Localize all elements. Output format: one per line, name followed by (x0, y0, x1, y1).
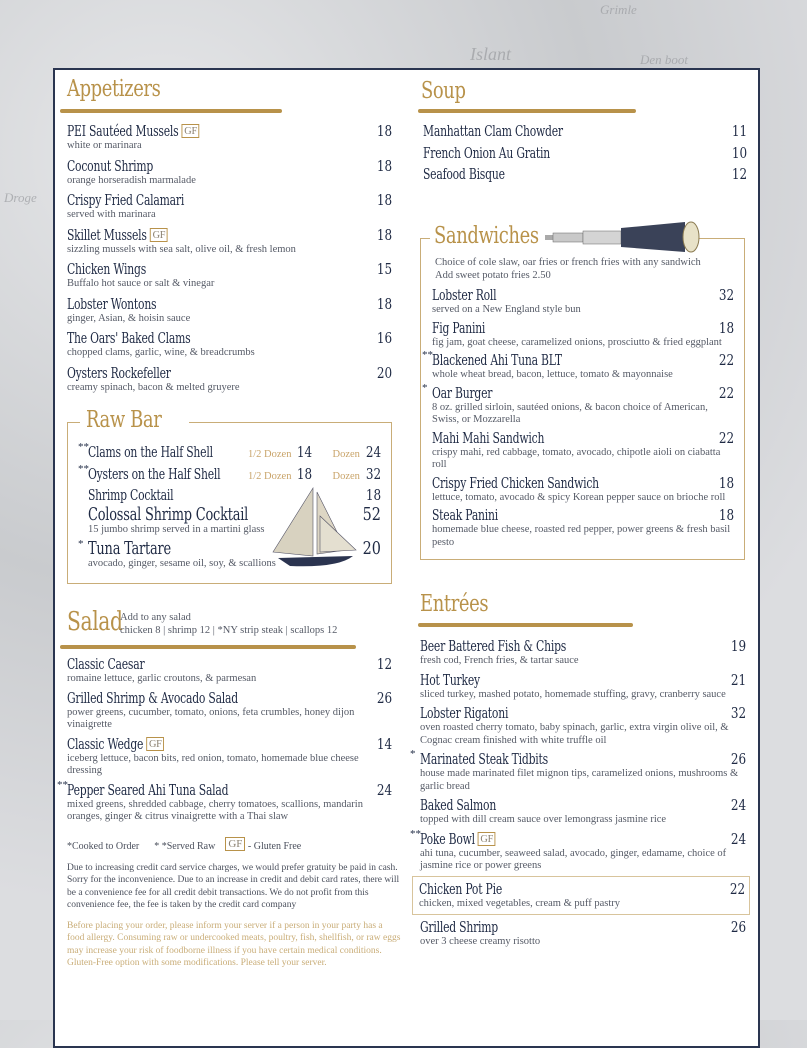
menu-item (432, 286, 734, 317)
gf-badge: GF (146, 737, 164, 751)
menu-item-name (67, 260, 146, 278)
menu-item-price: 14 (376, 734, 392, 753)
menu-item-name (432, 429, 544, 447)
gf-badge: GF (150, 228, 168, 242)
menu-item-header (67, 157, 392, 175)
appetizers-section (67, 76, 392, 102)
menu-item-name (67, 689, 238, 707)
menu-item (432, 319, 734, 350)
marker: ** (410, 827, 421, 840)
legend (67, 837, 402, 854)
menu-item-info (88, 506, 310, 537)
menu-item-name-wrap (423, 165, 537, 183)
menu-item-name-text: Chicken Wings (67, 260, 147, 278)
menu-item-description: Buffalo hot sauce or salt & vinegar (67, 278, 215, 289)
menu-item-name (420, 671, 480, 689)
menu-item-name-wrap (67, 122, 245, 140)
marker: ** (57, 778, 68, 791)
menu-item-header (67, 226, 392, 244)
salad-addon-text: chicken 8 | shrimp 12 | *NY strip steak | scallops 12 (120, 625, 338, 636)
divider (418, 623, 633, 627)
menu-item-name-text: Crispy Fried Calamari (67, 191, 185, 209)
salad-title: Salad (67, 607, 123, 637)
map-label: Den boot (640, 52, 689, 67)
menu-item-header (67, 364, 392, 382)
menu-item-header (423, 144, 747, 162)
entrees-title: Entrées (420, 591, 489, 617)
menu-item-price: 52 (362, 504, 381, 525)
menu-item-description: romaine lettuce, garlic croutons, & parmesan (67, 673, 257, 684)
menu-item-description: white or marinara (67, 140, 142, 151)
map-label: Droge (4, 190, 37, 205)
menu-item-price: 18 (376, 191, 392, 209)
dozen-value: 24 (365, 443, 381, 461)
menu-item-name-wrap (410, 748, 598, 768)
menu-item (67, 226, 392, 257)
menu-item-header (67, 122, 392, 140)
menu-item-name: Colossal Shrimp Cocktail (88, 504, 249, 525)
menu-item-description: mixed greens, shredded cabbage, cherry tomatoes, scallions, mandarin oranges, ginger & citrus vinaigrette with a Thai slaw (67, 798, 363, 822)
footer-notes (67, 837, 402, 970)
menu-item-header (423, 122, 747, 140)
menu-item (420, 796, 746, 827)
menu-item (67, 689, 392, 732)
menu-item (422, 381, 734, 427)
menu-item-price: 18 (365, 486, 381, 504)
half-dozen-value: 14 (297, 443, 313, 461)
dozen-label: Dozen (332, 471, 360, 482)
menu-item-header (67, 655, 392, 673)
menu-item-name-wrap (432, 506, 524, 524)
menu-item-price: 26 (730, 918, 746, 936)
menu-item-price: 18 (718, 506, 734, 524)
menu-item-header (67, 260, 392, 278)
salad-addon-title: Add to any salad (120, 612, 191, 623)
menu-item-name-wrap (420, 918, 528, 936)
menu-item-price: 18 (718, 318, 734, 337)
appetizers-list (67, 122, 392, 398)
menu-item (67, 329, 392, 360)
marker: * (422, 381, 428, 394)
dozen-price (333, 443, 382, 462)
menu-item-price: 19 (730, 637, 746, 655)
menu-item-name-wrap (67, 689, 304, 707)
menu-item-header (432, 286, 734, 304)
menu-item-name-text: The Oars' Baked Clams (67, 329, 191, 347)
menu-item-price: 24 (376, 780, 392, 799)
raw-bar-item (78, 538, 381, 571)
menu-item (67, 191, 392, 222)
menu-item-description: topped with dill cream sauce over lemongrass jasmine rice (420, 814, 667, 825)
menu-item-info (78, 538, 276, 571)
menu-item-price: 18 (376, 225, 392, 244)
menu-item (410, 827, 746, 873)
menu-item-description: fresh cod, French fries, & tartar sauce (420, 655, 579, 666)
menu-item-name-wrap (67, 655, 175, 673)
menu-item-name-text: Lobster Rigatoni (420, 704, 509, 722)
menu-item-description: oven roasted cherry tomato, baby spinach, garlic, extra virgin olive oil, & Cognac cream finished with white truffle oil (420, 722, 729, 746)
menu-item-name (67, 364, 171, 382)
menu-item-name-text: Beer Battered Fish & Chips (420, 637, 567, 655)
menu-item-price: 24 (730, 796, 746, 814)
menu-item-name (432, 474, 599, 492)
menu-item-price: 20 (376, 363, 392, 382)
menu-item-name-wrap (67, 260, 177, 278)
dozen-price (333, 465, 382, 484)
menu-item-description: served with marinara (67, 209, 156, 220)
menu-item-name (423, 122, 563, 140)
menu-item-name (420, 796, 496, 814)
menu-item-price: 22 (718, 383, 734, 402)
menu-item-name-text: Blackened Ahi Tuna BLT (432, 351, 562, 369)
menu-item-header (432, 474, 734, 492)
menu-item-price: 26 (376, 688, 392, 707)
menu-item-name-wrap (420, 671, 503, 689)
soup-title: Soup (421, 78, 466, 104)
entrees-list (410, 637, 746, 952)
menu-item-name-wrap (410, 827, 520, 848)
menu-item-name (67, 122, 195, 140)
menu-item-name (67, 735, 160, 753)
map-label: Grimle (600, 2, 637, 17)
menu-item-header (67, 191, 392, 209)
menu-item-name-text: Hot Turkey (420, 670, 480, 689)
menu-item-price: 32 (730, 704, 746, 722)
menu-item-name-wrap (67, 295, 191, 313)
sandwiches-note: Choice of cole slaw, oar fries or french fries with any sandwich (435, 257, 701, 268)
menu-item (420, 704, 746, 747)
menu-item-info (88, 486, 207, 504)
menu-item (67, 735, 392, 778)
menu-item-description: creamy spinach, bacon & melted gruyere (67, 381, 240, 393)
divider (60, 109, 282, 113)
menu-item-header (419, 880, 745, 898)
menu-item-name-wrap (432, 429, 588, 447)
menu-item-description: 15 jumbo shrimp served in a martini glass (88, 524, 265, 535)
divider (418, 109, 636, 113)
menu-item-description: fig jam, goat cheese, caramelized onions, prosciutto & fried eggplant (432, 336, 722, 348)
menu-item-description: iceberg lettuce, bacon bits, red onion, tomato, homemade blue cheese dressing (67, 752, 359, 776)
menu-item-name-wrap (67, 735, 196, 753)
menu-item-price: 21 (730, 670, 746, 689)
menu-item-name-wrap (419, 880, 534, 898)
menu-item-header (67, 295, 392, 313)
menu-item-name-wrap (422, 349, 612, 369)
menu-item-name-text: Chicken Pot Pie (419, 879, 503, 898)
menu-item-header (410, 748, 746, 768)
menu-item-name (432, 319, 485, 337)
menu-item-name-text: Classic Wedge (67, 734, 144, 753)
menu-item-price: 10 (731, 143, 747, 162)
menu-item (432, 506, 734, 549)
raw-bar-item (78, 441, 381, 462)
menu-item-name-wrap (67, 329, 238, 347)
menu-item (67, 364, 392, 395)
menu-item-description: whole wheat bread, bacon, lettuce, tomato & mayonnaise (432, 369, 673, 380)
menu-item-name-wrap (423, 144, 599, 162)
menu-item-price: 18 (376, 156, 392, 175)
menu-item-name (420, 637, 566, 655)
menu-item-name (423, 144, 550, 162)
menu-item-name (423, 165, 505, 183)
marker: * (78, 538, 84, 550)
raw-bar-item (78, 463, 381, 484)
menu-item-name-wrap (67, 226, 201, 244)
half-dozen-value: 18 (297, 465, 313, 483)
menu-item-name-wrap (420, 637, 623, 655)
menu-item-name-text: Coconut Shrimp (67, 156, 154, 175)
menu-item (57, 778, 392, 824)
menu-item-description: crispy mahi, red cabbage, tomato, avocado, chipotle aioli on ciabatta roll (432, 446, 721, 470)
menu-item-header (420, 918, 746, 936)
menu-item-name (420, 918, 498, 936)
menu-item-name-text: Baked Salmon (420, 796, 497, 814)
menu-item-name: Shrimp Cocktail (88, 486, 174, 504)
menu-item-name (432, 286, 496, 304)
menu-item-header (422, 349, 734, 369)
menu-item (67, 655, 392, 686)
sandwiches-addon: Add sweet potato fries 2.50 (435, 270, 551, 281)
menu-item-name-text: Manhattan Clam Chowder (423, 122, 563, 140)
menu-item-description: chopped clams, garlic, wine, & breadcrumbs (67, 347, 255, 358)
menu-item-description: chicken, mixed vegetables, cream & puff pastry (419, 897, 620, 909)
menu-item-description: orange horseradish marmalade (67, 174, 196, 186)
menu-item-price: 26 (730, 750, 746, 768)
menu-item-name: Oysters on the Half Shell (88, 465, 221, 483)
menu-item-description: house made marinated filet mignon tips, caramelized onions, mushrooms & garlic bread (420, 768, 739, 792)
menu-item-price: 22 (718, 428, 734, 447)
menu-item (432, 474, 734, 505)
menu-item-name-wrap (420, 704, 543, 722)
menu-item-name-text: Lobster Wontons (67, 294, 157, 313)
menu-item-name-text: Pepper Seared Ahi Tuna Salad (67, 780, 229, 799)
sandwiches-list (422, 286, 734, 551)
menu-item-name-wrap (67, 157, 187, 175)
menu-item-name (67, 191, 184, 209)
menu-item-name (67, 329, 190, 347)
menu-item-header (422, 381, 734, 402)
menu-item-name: Clams on the Half Shell (88, 443, 213, 461)
menu-item-name-wrap (432, 319, 506, 337)
menu-item-description: ahi tuna, cucumber, seaweed salad, avocado, ginger, edamame, choice of jasmine rice or power greens (420, 847, 727, 871)
menu-item (423, 165, 747, 183)
menu-item-header (432, 429, 734, 447)
menu-item (432, 429, 734, 472)
dozen-value: 32 (365, 465, 381, 483)
menu-item-name (420, 704, 508, 722)
menu-item-description: lettuce, tomato, avocado & spicy Korean pepper sauce on brioche roll (432, 491, 726, 503)
menu-item-header (67, 329, 392, 347)
menu-item-name-text: Skillet Mussels (67, 225, 147, 244)
menu-item-price: 15 (376, 260, 392, 278)
menu-item (67, 295, 392, 326)
menu-item-name-text: Steak Panini (432, 506, 499, 524)
menu-item (423, 144, 747, 162)
menu-item-header (57, 778, 392, 799)
menu-item-header (420, 671, 746, 689)
soup-list (423, 122, 747, 187)
appetizers-title: Appetizers (67, 76, 161, 102)
raw-bar-title: Raw Bar (86, 407, 162, 433)
menu-item-name-text: Seafood Bisque (423, 165, 505, 183)
menu-item-name (420, 750, 548, 768)
menu-item-header (420, 637, 746, 655)
half-dozen-price (248, 465, 313, 484)
menu-item (423, 122, 747, 140)
menu-item-price: 22 (729, 879, 745, 898)
menu-item (67, 157, 392, 188)
menu-item-info (78, 441, 261, 461)
menu-item-name-wrap (57, 778, 291, 799)
map-label: Islant (470, 44, 512, 64)
menu-item-header (432, 506, 734, 524)
menu-item-price: 24 (730, 829, 746, 848)
menu-item-name-wrap (67, 364, 211, 382)
allergy-notice: Before placing your order, please inform your server if a person in your party has a food allergy. Consuming raw or undercooked meats, poultry, fish, shellfish, or raw eggs may increase your risk of foodborne illness if you have certain medical conditions. Gluten-Free option with some modifications. Please tell your server. (67, 920, 401, 968)
spyglass-icon (545, 220, 705, 256)
highlighted-menu-item (412, 876, 750, 916)
menu-item-name (432, 384, 492, 402)
menu-item-name (419, 880, 502, 898)
menu-item-name-wrap (422, 381, 516, 402)
menu-item-name: Tuna Tartare (88, 538, 171, 559)
menu-item-price: 11 (731, 122, 747, 140)
menu-item-header (67, 689, 392, 707)
legend-gf: - Gluten Free (247, 841, 302, 852)
menu-item-price: 12 (731, 165, 747, 183)
menu-item-price: 18 (718, 473, 734, 492)
menu-item-description: power greens, cucumber, tomato, onions, feta crumbles, honey dijon vinaigrette (67, 706, 355, 730)
menu-item-info (78, 463, 272, 483)
menu-item-price: 16 (376, 329, 392, 347)
menu-item-name-text: Grilled Shrimp & Avocado Salad (67, 688, 238, 707)
menu-item-name-text: Mahi Mahi Sandwich (432, 428, 545, 447)
legend-raw: * *Served Raw (154, 841, 216, 852)
menu-item-name-wrap (67, 191, 230, 209)
menu-item-name-text: Lobster Roll (432, 286, 497, 304)
menu-item-name (67, 226, 164, 244)
menu-item-header (410, 827, 746, 848)
menu-item (422, 349, 734, 382)
menu-item-name-text: Marinated Steak Tidbits (420, 750, 548, 768)
menu-item-description: 8 oz. grilled sirloin, sautéed onions, & bacon choice of American, Swiss, or Mozzarella (432, 401, 708, 425)
menu-item-name (432, 506, 498, 524)
menu-item-name-text: PEI Sautéed Mussels (67, 122, 179, 140)
menu-item-name (420, 830, 492, 848)
menu-item-price: 12 (376, 655, 392, 673)
sandwiches-title: Sandwiches (434, 223, 539, 249)
menu-item-name (432, 351, 562, 369)
menu-item (420, 637, 746, 668)
half-dozen-label: 1/2 Dozen (248, 471, 292, 482)
menu-item-price: 20 (362, 538, 381, 559)
raw-bar-item (88, 486, 381, 504)
menu-item-header (432, 319, 734, 337)
menu-item-header (423, 165, 747, 183)
menu-item-name-text: Fig Panini (432, 318, 486, 337)
half-dozen-label: 1/2 Dozen (248, 449, 292, 460)
gf-badge: GF (478, 832, 496, 846)
menu-item-price: 32 (718, 286, 734, 304)
gf-badge: GF (181, 124, 199, 138)
raw-bar-item (88, 506, 381, 537)
half-dozen-price (248, 443, 313, 462)
menu-item-name (67, 157, 153, 175)
menu-item-header (420, 796, 746, 814)
menu-item-name-text: Oysters Rockefeller (67, 363, 171, 382)
menu-item (67, 122, 392, 153)
menu-item-name (67, 781, 228, 799)
menu-item-name-text: Crispy Fried Chicken Sandwich (432, 473, 599, 492)
menu-item-name-text: French Onion Au Gratin (423, 143, 551, 162)
menu-item-header (420, 704, 746, 722)
menu-item-header (67, 735, 392, 753)
menu-item-name-text: Oar Burger (432, 383, 493, 402)
menu-item (420, 671, 746, 702)
menu-item-name-text: Classic Caesar (67, 655, 145, 673)
menu-item-name-wrap (423, 122, 617, 140)
menu-item-description: ginger, Asian, & hoisin sauce (67, 312, 191, 324)
divider (60, 645, 356, 649)
menu-item (410, 748, 746, 793)
menu-item (420, 918, 746, 949)
menu-item-name-wrap (420, 796, 526, 814)
marker: * (410, 748, 416, 760)
marker: ** (78, 441, 89, 453)
menu-item-price: 18 (376, 122, 392, 140)
marker: ** (78, 463, 89, 475)
marker: ** (422, 349, 433, 361)
menu-item-name-wrap (432, 286, 521, 304)
menu-item-name (67, 295, 156, 313)
payment-notice: Due to increasing credit card service charges, we would prefer gratuity be paid in cash. Sorry for the inconvenience. Due to an increase in credit and debit card rates, there will be a convenience fee for all credit debit transactions. We do not profit from this convenience fee, the fee is taken by the credit card company (67, 862, 400, 910)
menu-item-price: 22 (718, 351, 734, 369)
menu-item-name (67, 655, 144, 673)
dozen-label: Dozen (332, 449, 360, 460)
menu-item-description: over 3 cheese creamy risotto (420, 936, 541, 947)
menu-item-description: sizzling mussels with sea salt, olive oil, & fresh lemon (67, 243, 296, 255)
menu-item-description: homemade blue cheese, roasted red pepper, power greens & fresh basil pesto (432, 524, 731, 548)
menu-item-name-text: Poke Bowl (420, 829, 475, 848)
menu-item-description: sliced turkey, mashed potato, homemade stuffing, gravy, cranberry sauce (420, 688, 726, 700)
gf-badge: GF (225, 837, 245, 851)
menu-item-description: avocado, ginger, sesame oil, soy, & scallions (88, 558, 276, 569)
menu-item-name-wrap (432, 474, 664, 492)
menu-item-name-text: Grilled Shrimp (420, 918, 498, 936)
menu-item-price: 18 (376, 294, 392, 313)
legend-cooked: *Cooked to Order (67, 841, 140, 852)
menu-item-description: served on a New England style bun (432, 304, 581, 315)
salad-list (57, 655, 392, 827)
menu-item (67, 260, 392, 291)
